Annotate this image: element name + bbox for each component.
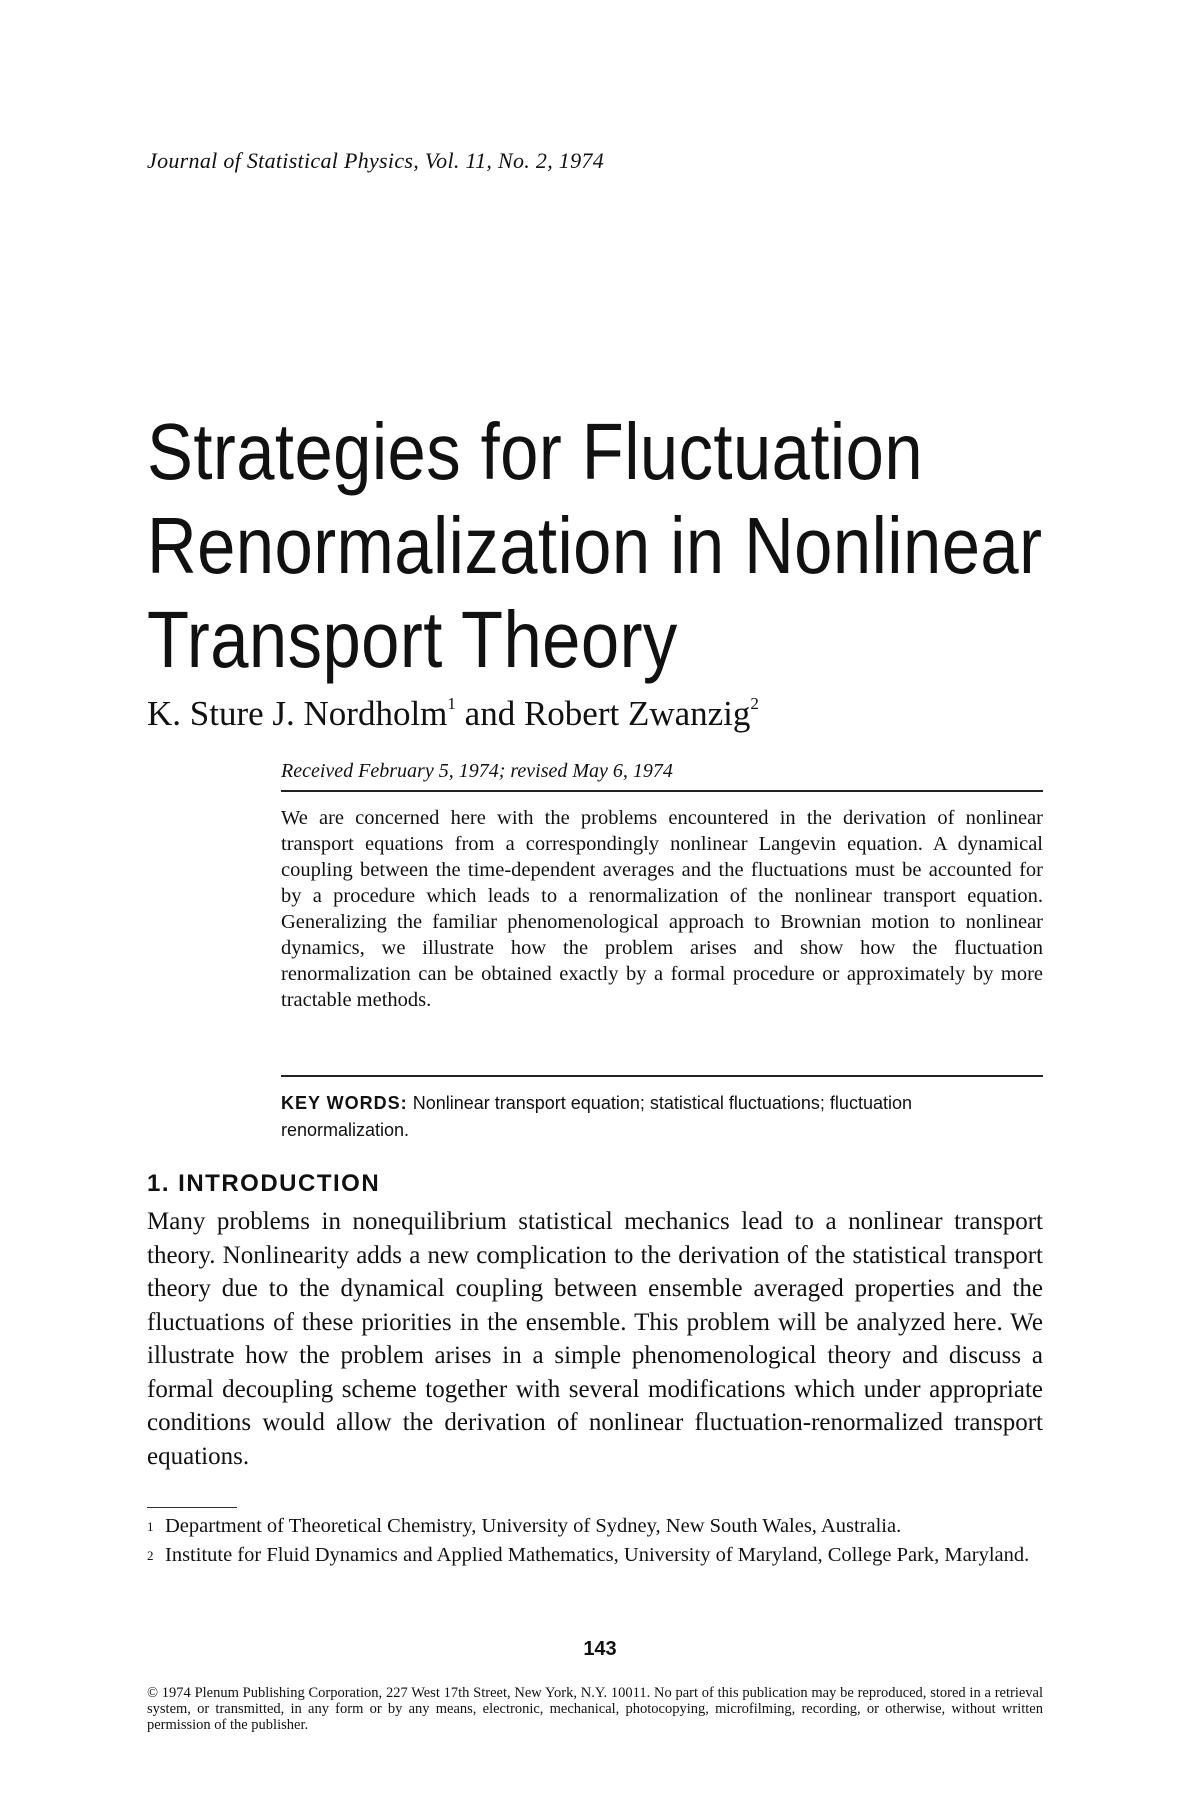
footnotes bbox=[147, 1513, 1043, 1571]
abstract: We are concerned here with the problems encountered in the derivation of nonlinear transport equations from a correspondingly nonlinear Langevin equation. A dynamical coupling between the time-dependent averages and the fluctuations must be accounted for by a procedure which leads to a renormalization of the nonlinear transport equation. Generalizing the familiar phenomenological approach to Brownian motion to nonlinear dynamics, we illustrate how the problem arises and show how the fluctuation renormalization can be obtained exactly by a formal procedure or approximately by more tractable methods. bbox=[281, 807, 1043, 1011]
author-line bbox=[147, 694, 759, 734]
footnote-text: Institute for Fluid Dynamics and Applied Mathematics, University of Maryland, College Park, Maryland. bbox=[165, 1544, 1030, 1566]
section-heading: 1. INTRODUCTION bbox=[147, 1170, 381, 1197]
footnote-text: Department of Theoretical Chemistry, University of Sydney, New South Wales, Australia. bbox=[165, 1515, 902, 1537]
journal-header: Journal of Statistical Physics, Vol. 11, No. 2, 1974 bbox=[147, 148, 605, 173]
article-title bbox=[147, 405, 1043, 687]
title-line-2: Renormalization in Nonlinear bbox=[147, 501, 1043, 590]
footnote-marker: 2 bbox=[750, 694, 759, 713]
page-number: 143 bbox=[583, 1638, 617, 1660]
abstract-bottom-rule bbox=[281, 1075, 1043, 1077]
keywords-text: Nonlinear transport equation; statistical fluctuations; fluctuation renormalization. bbox=[281, 1093, 912, 1140]
footnote-marker: 1 bbox=[447, 694, 456, 713]
author-name: Robert Zwanzig bbox=[523, 694, 751, 733]
author-name: K. Sture J. Nordholm bbox=[147, 694, 448, 733]
abstract-top-rule bbox=[281, 790, 1043, 792]
body-paragraph: Many problems in nonequilibrium statistical mechanics lead to a nonlinear transport theory. Nonlinearity adds a new complication to the derivation of the statistical transport theory due to the dynamical coupling between ensemble averaged properties and the fluctuations of these priorities in the ensemble. This problem will be analyzed here. We illustrate how the problem arises in a simple phenomenological theory and discuss a formal decoupling scheme together with several modifications which under appropriate conditions would allow the derivation of nonlinear fluctuation-renormalized transport equations. bbox=[147, 1208, 1043, 1470]
title-line-3: Transport Theory bbox=[147, 595, 678, 684]
footnote-rule bbox=[147, 1507, 237, 1508]
footnote-mark: 1 bbox=[147, 1519, 154, 1534]
received-dates: Received February 5, 1974; revised May 6, 1974 bbox=[281, 760, 673, 782]
author-connector: and bbox=[464, 694, 516, 733]
title-line-1: Strategies for Fluctuation bbox=[147, 407, 924, 496]
footnote bbox=[147, 1513, 1043, 1540]
copyright-notice: © 1974 Plenum Publishing Corporation, 227 West 17th Street, New York, N.Y. 10011. No part of this publication may be reproduced, stored in a retrieval system, or transmitted, in any form or by any means, electronic, mechanical, photocopying, microfilming, recording, or otherwise, without written permission of the publisher. bbox=[147, 1685, 1043, 1733]
keywords bbox=[281, 1090, 1043, 1144]
footnote-mark: 2 bbox=[147, 1548, 154, 1563]
keywords-label: KEY WORDS: bbox=[281, 1093, 408, 1113]
footnote bbox=[147, 1542, 1043, 1569]
